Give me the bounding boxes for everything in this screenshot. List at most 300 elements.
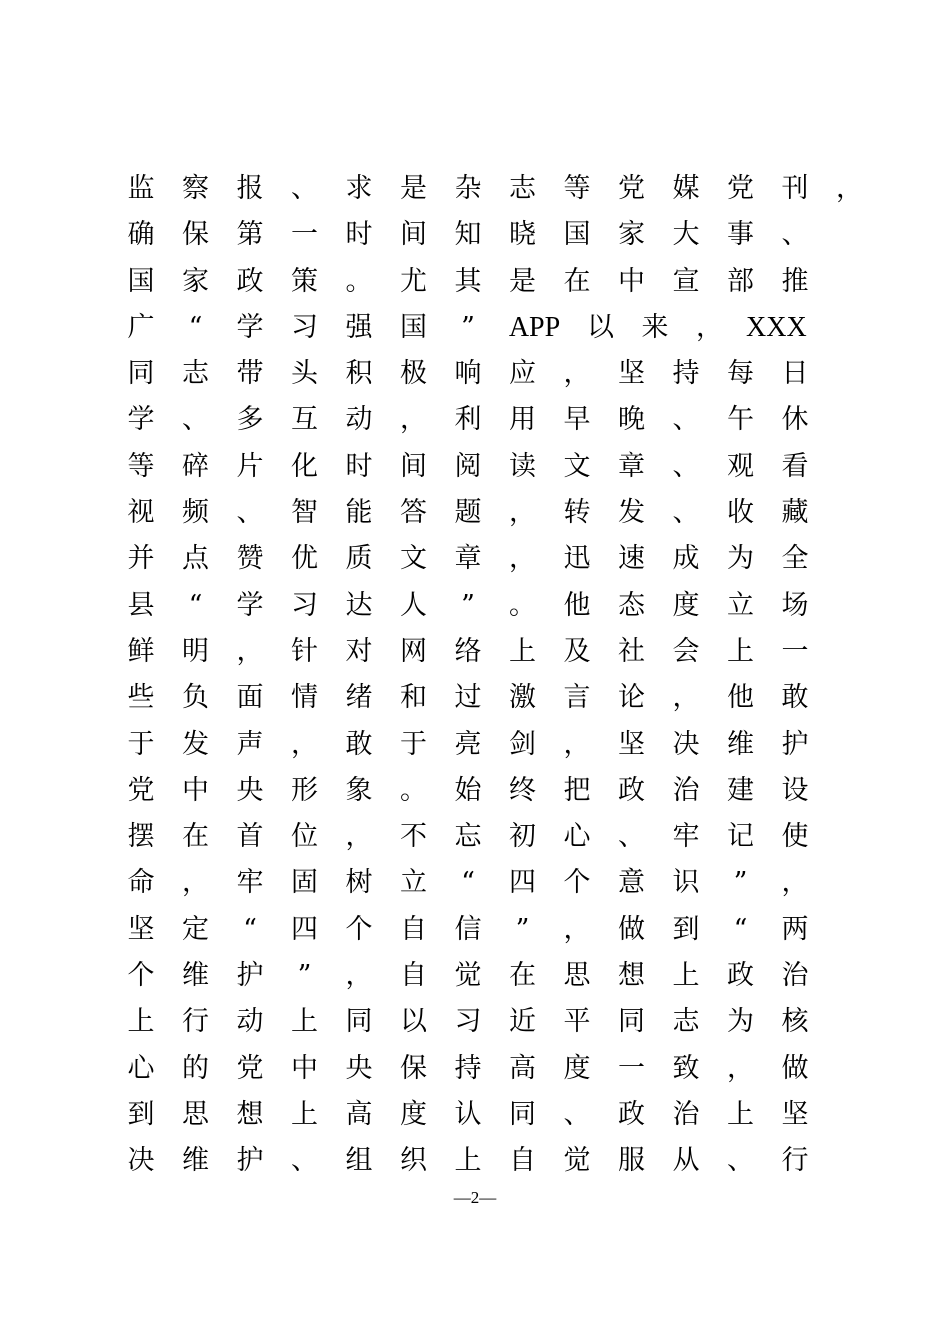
text-glyph: 时 <box>345 450 373 482</box>
text-glyph: 鲜 <box>127 635 155 667</box>
text-glyph: 服 <box>618 1145 645 1177</box>
text-glyph: 首 <box>236 821 264 853</box>
text-line <box>123 212 843 258</box>
text-glyph: 到 <box>672 913 700 945</box>
text-glyph: 间 <box>400 450 427 482</box>
text-glyph: 剑 <box>509 728 536 760</box>
text-glyph: 以 <box>587 311 614 343</box>
text-glyph: ” <box>297 960 312 992</box>
text-glyph: ， <box>836 173 863 204</box>
text-glyph: 政 <box>618 1098 645 1130</box>
text-glyph: “ <box>188 589 203 621</box>
text-glyph: 、 <box>618 821 645 853</box>
text-glyph: 文 <box>563 450 591 482</box>
text-glyph: 立 <box>727 589 754 621</box>
text-glyph: ” <box>733 867 748 899</box>
text-glyph: 党 <box>618 173 645 204</box>
text-glyph: 对 <box>345 635 373 667</box>
text-glyph: 县 <box>127 589 155 621</box>
text-glyph: 初 <box>509 821 536 853</box>
text-glyph: 过 <box>454 682 482 714</box>
text-glyph: “ <box>243 913 257 945</box>
text-glyph: 央 <box>236 774 264 806</box>
text-glyph: 、 <box>672 497 700 529</box>
text-glyph: 策 <box>291 265 318 297</box>
text-line <box>123 722 843 768</box>
text-glyph: 章 <box>618 450 645 482</box>
text-glyph: 等 <box>563 173 591 204</box>
text-glyph: 他 <box>563 589 591 621</box>
text-glyph: 习 <box>454 1006 482 1038</box>
text-glyph: “ <box>188 311 203 343</box>
text-glyph: 高 <box>509 1052 536 1084</box>
text-glyph: 题 <box>454 497 482 529</box>
text-glyph: ” <box>461 589 475 621</box>
text-glyph: 思 <box>182 1098 209 1130</box>
text-glyph: 政 <box>727 960 754 992</box>
text-glyph: 知 <box>454 219 482 251</box>
text-glyph: ， <box>345 821 373 853</box>
text-glyph: APP <box>508 311 561 343</box>
text-glyph: 、 <box>182 404 209 436</box>
text-glyph: 媒 <box>672 173 700 204</box>
text-glyph: 决 <box>127 1145 155 1177</box>
text-glyph: 、 <box>727 1145 754 1177</box>
text-glyph: “ <box>461 867 475 899</box>
text-glyph: 觉 <box>454 960 482 992</box>
text-glyph: 日 <box>781 358 809 390</box>
text-glyph: 同 <box>618 1006 645 1038</box>
text-glyph: 明 <box>182 635 209 667</box>
text-glyph: 是 <box>509 265 536 297</box>
text-glyph: 速 <box>618 543 645 575</box>
text-glyph: 做 <box>781 1052 809 1084</box>
text-line <box>123 397 843 443</box>
text-glyph: 绪 <box>345 682 373 714</box>
text-glyph: 动 <box>236 1006 264 1038</box>
text-glyph: 识 <box>672 867 700 899</box>
text-glyph: 会 <box>672 635 700 667</box>
text-glyph: 事 <box>727 219 754 251</box>
text-glyph: 部 <box>727 265 754 297</box>
text-glyph: 中 <box>182 774 209 806</box>
text-glyph: 发 <box>618 497 645 529</box>
text-glyph: 坚 <box>618 358 645 390</box>
text-line <box>123 490 843 536</box>
text-glyph: 牢 <box>236 867 264 899</box>
text-glyph: 治 <box>672 1098 700 1130</box>
text-glyph: 社 <box>618 635 645 667</box>
text-glyph: 针 <box>291 635 318 667</box>
text-glyph: 大 <box>672 219 700 251</box>
text-glyph: 激 <box>509 682 536 714</box>
text-glyph: 摆 <box>127 821 155 853</box>
text-glyph: 、 <box>291 173 318 204</box>
text-line <box>123 583 843 629</box>
text-glyph: 护 <box>781 728 809 760</box>
text-glyph: 是 <box>400 173 427 204</box>
text-glyph: 晚 <box>618 404 645 436</box>
text-glyph: 片 <box>236 450 264 482</box>
text-line <box>123 768 843 814</box>
text-glyph: 从 <box>672 1145 700 1177</box>
text-line <box>123 675 843 721</box>
text-glyph: 头 <box>291 358 318 390</box>
text-glyph: 同 <box>509 1098 536 1130</box>
text-glyph: ， <box>563 728 591 760</box>
text-glyph: 个 <box>563 867 591 899</box>
text-line <box>123 999 843 1045</box>
text-glyph: 志 <box>509 173 536 204</box>
text-glyph: 刊 <box>781 173 809 204</box>
text-glyph: 国 <box>127 265 155 297</box>
text-glyph: 家 <box>182 265 209 297</box>
text-glyph: 言 <box>563 682 591 714</box>
text-line <box>123 305 843 351</box>
text-line <box>123 1046 843 1092</box>
text-glyph: 心 <box>563 821 591 853</box>
text-glyph: 定 <box>182 913 209 945</box>
text-line <box>123 1092 843 1138</box>
text-glyph: 固 <box>291 867 318 899</box>
text-glyph: 保 <box>400 1052 427 1084</box>
text-glyph: 及 <box>563 635 591 667</box>
text-glyph: 近 <box>509 1006 536 1038</box>
text-glyph: 核 <box>781 1006 809 1038</box>
text-glyph: 位 <box>291 821 318 853</box>
text-glyph: 频 <box>182 497 209 529</box>
text-glyph: 象 <box>345 774 373 806</box>
text-glyph: ， <box>345 960 373 992</box>
text-glyph: 心 <box>127 1052 155 1084</box>
text-glyph: 响 <box>454 358 482 390</box>
text-glyph: 络 <box>454 635 482 667</box>
text-glyph: 章 <box>454 543 482 575</box>
text-glyph: 治 <box>781 960 809 992</box>
text-glyph: 同 <box>127 358 155 390</box>
text-glyph: 上 <box>727 635 754 667</box>
text-glyph: 晓 <box>509 219 536 251</box>
text-glyph: 上 <box>509 635 536 667</box>
text-glyph: 学 <box>236 589 264 621</box>
text-glyph: 达 <box>345 589 373 621</box>
text-glyph: 、 <box>291 1145 318 1177</box>
text-glyph: 国 <box>563 219 591 251</box>
text-line <box>123 907 843 953</box>
text-glyph: ， <box>696 311 723 343</box>
text-line <box>123 953 843 999</box>
text-glyph: 度 <box>563 1052 591 1084</box>
text-glyph: 察 <box>182 173 209 204</box>
text-glyph: 中 <box>618 265 645 297</box>
text-glyph: ， <box>182 867 209 899</box>
text-glyph: 国 <box>400 311 427 343</box>
text-glyph: 个 <box>345 913 373 945</box>
text-glyph: 收 <box>727 497 754 529</box>
text-glyph: 发 <box>182 728 209 760</box>
text-glyph: XXX <box>746 311 807 343</box>
page-number: —2— <box>453 1188 497 1207</box>
text-glyph: 文 <box>400 543 427 575</box>
text-glyph: 坚 <box>127 913 155 945</box>
text-glyph: ， <box>563 358 591 390</box>
text-glyph: 点 <box>182 543 209 575</box>
text-glyph: 持 <box>672 358 700 390</box>
text-glyph: 把 <box>563 774 591 806</box>
text-glyph: 忘 <box>454 821 482 853</box>
text-glyph: ， <box>672 682 700 714</box>
text-glyph: 央 <box>345 1052 373 1084</box>
text-glyph: 尤 <box>400 265 427 297</box>
text-glyph: 同 <box>345 1006 373 1038</box>
text-glyph: 使 <box>781 821 809 853</box>
text-glyph: 平 <box>563 1006 591 1038</box>
text-glyph: 上 <box>454 1145 482 1177</box>
text-glyph: 设 <box>781 774 809 806</box>
text-glyph: 两 <box>781 913 809 945</box>
text-glyph: 建 <box>727 774 754 806</box>
text-glyph: 面 <box>236 682 264 714</box>
text-glyph: 维 <box>727 728 754 760</box>
text-glyph: 的 <box>182 1052 209 1084</box>
text-glyph: 组 <box>345 1145 373 1177</box>
text-glyph: 党 <box>727 173 754 204</box>
text-glyph: 上 <box>291 1098 318 1130</box>
text-glyph: 于 <box>400 728 427 760</box>
text-glyph: 治 <box>672 774 700 806</box>
text-glyph: 早 <box>563 404 591 436</box>
text-glyph: 度 <box>400 1098 427 1130</box>
text-line <box>123 814 843 860</box>
text-glyph: 到 <box>127 1098 155 1130</box>
text-glyph: 、 <box>781 219 809 251</box>
text-glyph: 自 <box>400 913 427 945</box>
text-glyph: 自 <box>509 1145 536 1177</box>
text-glyph: 不 <box>400 821 427 853</box>
text-glyph: 为 <box>727 1006 754 1038</box>
text-glyph: 用 <box>509 404 536 436</box>
text-glyph: 声 <box>236 728 264 760</box>
text-line <box>123 629 843 675</box>
text-glyph: 在 <box>509 960 536 992</box>
text-glyph: 第 <box>236 219 264 251</box>
text-glyph: 做 <box>618 913 645 945</box>
text-line <box>123 166 863 212</box>
text-glyph: 。 <box>509 589 536 621</box>
text-glyph: 态 <box>618 589 645 621</box>
text-glyph: 以 <box>400 1006 427 1038</box>
text-glyph: ， <box>509 543 536 575</box>
text-glyph: 于 <box>127 728 155 760</box>
text-glyph: 转 <box>563 497 591 529</box>
text-glyph: 报 <box>236 173 264 204</box>
text-glyph: 利 <box>454 404 482 436</box>
text-glyph: 化 <box>291 450 318 482</box>
text-glyph: 个 <box>127 960 155 992</box>
text-glyph: 在 <box>182 821 209 853</box>
text-glyph: 上 <box>127 1006 155 1038</box>
text-glyph: 思 <box>563 960 591 992</box>
text-glyph: 织 <box>400 1145 427 1177</box>
text-glyph: 监 <box>127 173 155 204</box>
text-glyph: 信 <box>454 913 482 945</box>
text-glyph: 应 <box>509 358 536 390</box>
text-glyph: 维 <box>182 1145 209 1177</box>
text-glyph: 政 <box>618 774 645 806</box>
text-glyph: ， <box>727 1052 754 1084</box>
text-glyph: 、 <box>563 1098 591 1130</box>
text-glyph: 其 <box>454 265 482 297</box>
text-glyph: 、 <box>672 450 700 482</box>
text-glyph: 、 <box>236 497 264 529</box>
text-glyph: 坚 <box>618 728 645 760</box>
text-glyph: 自 <box>400 960 427 992</box>
text-glyph: ” <box>515 913 530 945</box>
text-glyph: 一 <box>781 635 809 667</box>
text-glyph: 碎 <box>182 450 209 482</box>
text-glyph: 积 <box>345 358 373 390</box>
text-glyph: 形 <box>291 774 318 806</box>
text-glyph: 党 <box>127 774 155 806</box>
text-glyph: 休 <box>781 404 809 436</box>
text-glyph: ， <box>563 913 591 945</box>
text-glyph: 优 <box>291 543 318 575</box>
text-glyph: 维 <box>182 960 209 992</box>
text-glyph: 他 <box>727 682 754 714</box>
text-glyph: 答 <box>400 497 427 529</box>
text-glyph: 护 <box>236 960 264 992</box>
text-glyph: 认 <box>454 1098 482 1130</box>
text-glyph: 敢 <box>781 682 809 714</box>
text-glyph: 质 <box>345 543 373 575</box>
text-glyph: 在 <box>563 265 591 297</box>
text-glyph: 人 <box>400 589 427 621</box>
text-glyph: 亮 <box>454 728 482 760</box>
text-glyph: 读 <box>509 450 536 482</box>
text-glyph: 一 <box>291 219 318 251</box>
text-glyph: 些 <box>127 682 155 714</box>
body-text <box>123 166 863 1185</box>
text-glyph: 迅 <box>563 543 591 575</box>
text-glyph: 想 <box>236 1098 264 1130</box>
text-glyph: 动 <box>345 404 373 436</box>
text-glyph: 上 <box>727 1098 754 1130</box>
text-glyph: 多 <box>236 404 264 436</box>
text-glyph: 决 <box>672 728 700 760</box>
text-glyph: 和 <box>400 682 427 714</box>
text-glyph: 护 <box>236 1145 264 1177</box>
text-glyph: 上 <box>291 1006 318 1038</box>
text-glyph: 立 <box>400 867 427 899</box>
text-glyph: 为 <box>727 543 754 575</box>
text-glyph: 上 <box>672 960 700 992</box>
text-glyph: 赞 <box>236 543 264 575</box>
text-glyph: 广 <box>127 311 155 343</box>
text-glyph: 时 <box>345 219 373 251</box>
text-glyph: 、 <box>672 404 700 436</box>
text-glyph: 觉 <box>563 1145 591 1177</box>
text-glyph: 情 <box>291 682 318 714</box>
text-glyph: ” <box>461 311 475 343</box>
text-line <box>123 259 843 305</box>
text-glyph: 间 <box>400 219 427 251</box>
text-glyph: 终 <box>509 774 536 806</box>
text-glyph: 智 <box>291 497 318 529</box>
text-glyph: 观 <box>727 450 754 482</box>
text-glyph: 致 <box>672 1052 700 1084</box>
text-glyph: “ <box>733 913 748 945</box>
text-glyph: 政 <box>236 265 264 297</box>
text-line <box>123 351 843 397</box>
text-glyph: 求 <box>345 173 373 204</box>
text-glyph: 阅 <box>454 450 482 482</box>
text-glyph: 习 <box>291 311 318 343</box>
text-glyph: 意 <box>618 867 645 899</box>
text-glyph: 度 <box>672 589 700 621</box>
text-glyph: 场 <box>781 589 809 621</box>
text-glyph: 藏 <box>781 497 809 529</box>
text-glyph: 论 <box>618 682 645 714</box>
text-glyph: 持 <box>454 1052 482 1084</box>
text-glyph: 四 <box>509 867 536 899</box>
text-glyph: ， <box>400 404 427 436</box>
text-glyph: 午 <box>727 404 754 436</box>
text-glyph: 视 <box>127 497 155 529</box>
text-glyph: 推 <box>781 265 809 297</box>
text-glyph: 看 <box>781 450 809 482</box>
text-glyph: 中 <box>291 1052 318 1084</box>
text-line <box>123 1138 843 1184</box>
text-glyph: 高 <box>345 1098 373 1130</box>
text-glyph: 行 <box>781 1145 809 1177</box>
text-glyph: 等 <box>127 450 155 482</box>
text-glyph: 行 <box>182 1006 209 1038</box>
text-glyph: 学 <box>236 311 264 343</box>
text-glyph: 来 <box>641 311 669 343</box>
text-glyph: ， <box>781 867 809 899</box>
text-glyph: 极 <box>400 358 427 390</box>
text-glyph: ， <box>509 497 536 529</box>
text-glyph: 强 <box>345 311 373 343</box>
text-glyph: 始 <box>454 774 482 806</box>
text-glyph: 并 <box>127 543 155 575</box>
text-glyph: 网 <box>400 635 427 667</box>
text-glyph: 。 <box>400 774 427 806</box>
text-glyph: 想 <box>618 960 645 992</box>
text-glyph: 全 <box>781 543 809 575</box>
text-glyph: ， <box>291 728 318 760</box>
text-glyph: 宣 <box>672 265 700 297</box>
text-glyph: 家 <box>618 219 645 251</box>
text-glyph: 。 <box>345 265 373 297</box>
text-glyph: 负 <box>182 682 209 714</box>
text-glyph: 学 <box>127 404 155 436</box>
text-line <box>123 536 843 582</box>
text-glyph: 能 <box>345 497 373 529</box>
text-glyph: 敢 <box>345 728 373 760</box>
text-glyph: 每 <box>727 358 754 390</box>
text-glyph: 杂 <box>454 173 482 204</box>
text-line <box>123 444 843 490</box>
text-glyph: 坚 <box>781 1098 809 1130</box>
text-glyph: 党 <box>236 1052 264 1084</box>
text-glyph: ， <box>236 635 264 667</box>
text-glyph: 牢 <box>672 821 700 853</box>
text-glyph: 习 <box>291 589 318 621</box>
text-glyph: 树 <box>345 867 373 899</box>
text-glyph: 命 <box>127 867 155 899</box>
text-glyph: 确 <box>127 219 155 251</box>
